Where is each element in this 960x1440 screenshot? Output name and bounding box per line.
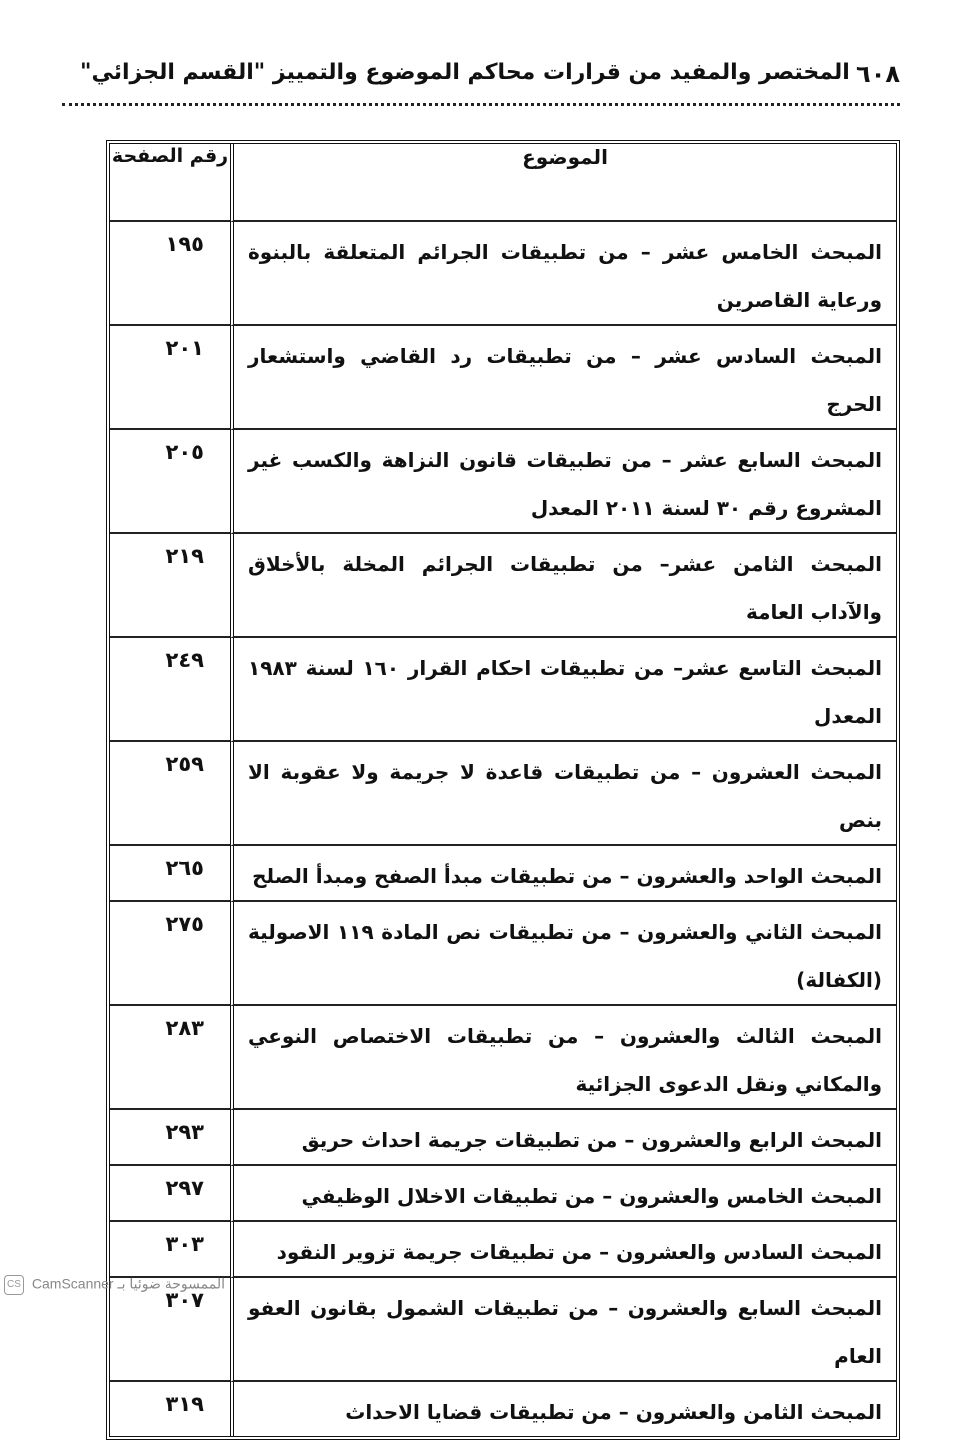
page-number-cell: ٢٤٩ bbox=[110, 638, 230, 742]
table-row bbox=[110, 534, 896, 638]
page-number-cell: ٣٠٣ bbox=[110, 1222, 230, 1278]
topic-cell: المبحث العشرون – من تطبيقات قاعدة لا جريمة ولا عقوبة الا بنص bbox=[230, 742, 896, 846]
topic-cell: المبحث السابع عشر – من تطبيقات قانون النزاهة والكسب غير المشروع رقم ٣٠ لسنة ٢٠١١ المعدل bbox=[230, 430, 896, 534]
page-number-cell: ٢٨٣ bbox=[110, 1006, 230, 1110]
table-row bbox=[110, 222, 896, 326]
table-row bbox=[110, 1278, 896, 1382]
page-header bbox=[60, 58, 900, 98]
header-divider bbox=[62, 103, 900, 106]
column-header-page: رقم الصفحة bbox=[110, 144, 230, 222]
topic-cell: المبحث الرابع والعشرون – من تطبيقات جريمة احداث حريق bbox=[230, 1110, 896, 1166]
page-number-cell: ٢٠٥ bbox=[110, 430, 230, 534]
page-number-cell: ٢٥٩ bbox=[110, 742, 230, 846]
topic-cell: المبحث الخامس عشر – من تطبيقات الجرائم المتعلقة بالبنوة ورعاية القاصرين bbox=[230, 222, 896, 326]
page-number: ٦٠٨ bbox=[856, 60, 900, 88]
topic-cell: المبحث الواحد والعشرون – من تطبيقات مبدأ الصفح ومبدأ الصلح bbox=[230, 846, 896, 902]
page-number-cell: ٢٠١ bbox=[110, 326, 230, 430]
topic-cell: المبحث الثامن عشر– من تطبيقات الجرائم المخلة بالأخلاق والآداب العامة bbox=[230, 534, 896, 638]
page-number-cell: ٢٦٥ bbox=[110, 846, 230, 902]
scanner-label: CamScanner bbox=[31, 1275, 114, 1292]
table-row bbox=[110, 1110, 896, 1166]
topic-cell: المبحث السادس عشر – من تطبيقات رد القاضي واستشعار الحرج bbox=[230, 326, 896, 430]
column-header-topic: الموضوع bbox=[230, 144, 896, 222]
page-number-cell: ٢٩٧ bbox=[110, 1166, 230, 1222]
table-row bbox=[110, 638, 896, 742]
topic-cell: المبحث السادس والعشرون – من تطبيقات جريمة تزوير النقود bbox=[230, 1222, 896, 1278]
topic-cell: المبحث الثامن والعشرون – من تطبيقات قضايا الاحداث bbox=[230, 1382, 896, 1436]
page-number-cell: ٢١٩ bbox=[110, 534, 230, 638]
table-header-row bbox=[110, 144, 896, 222]
contents-table bbox=[106, 140, 900, 1440]
table-row bbox=[110, 1166, 896, 1222]
scanner-watermark bbox=[4, 1275, 225, 1297]
page-number-cell: ٢٧٥ bbox=[110, 902, 230, 1006]
page-number-cell: ١٩٥ bbox=[110, 222, 230, 326]
table-row bbox=[110, 326, 896, 430]
page-number-cell: ٣١٩ bbox=[165, 1392, 204, 1416]
topic-cell: المبحث الثالث والعشرون – من تطبيقات الاختصاص النوعي والمكاني ونقل الدعوى الجزائية bbox=[230, 1006, 896, 1110]
table-row bbox=[110, 1382, 896, 1436]
topic-cell: المبحث التاسع عشر– من تطبيقات احكام القرار ١٦٠ لسنة ١٩٨٣ المعدل bbox=[230, 638, 896, 742]
page-number-cell: ٣٠٧ bbox=[110, 1278, 230, 1382]
table-row bbox=[110, 1006, 896, 1110]
page-number-cell: ٢٩٣ bbox=[110, 1110, 230, 1166]
scanner-text: الممسوحة ضوئيا بـ bbox=[117, 1275, 225, 1292]
table-row bbox=[110, 846, 896, 902]
table-row bbox=[110, 742, 896, 846]
topic-cell: المبحث الخامس والعشرون – من تطبيقات الاخلال الوظيفي bbox=[230, 1166, 896, 1222]
topic-cell: المبحث السابع والعشرون – من تطبيقات الشمول بقانون العفو العام bbox=[230, 1278, 896, 1382]
camscanner-icon: CS bbox=[4, 1275, 24, 1295]
table-row bbox=[110, 902, 896, 1006]
table-row bbox=[110, 430, 896, 534]
topic-cell: المبحث الثاني والعشرون – من تطبيقات نص المادة ١١٩ الاصولية (الكفالة) bbox=[230, 902, 896, 1006]
table-row bbox=[110, 1222, 896, 1278]
book-title: المختصر والمفيد من قرارات محاكم الموضوع والتمييز "القسم الجزائي" bbox=[80, 60, 850, 85]
